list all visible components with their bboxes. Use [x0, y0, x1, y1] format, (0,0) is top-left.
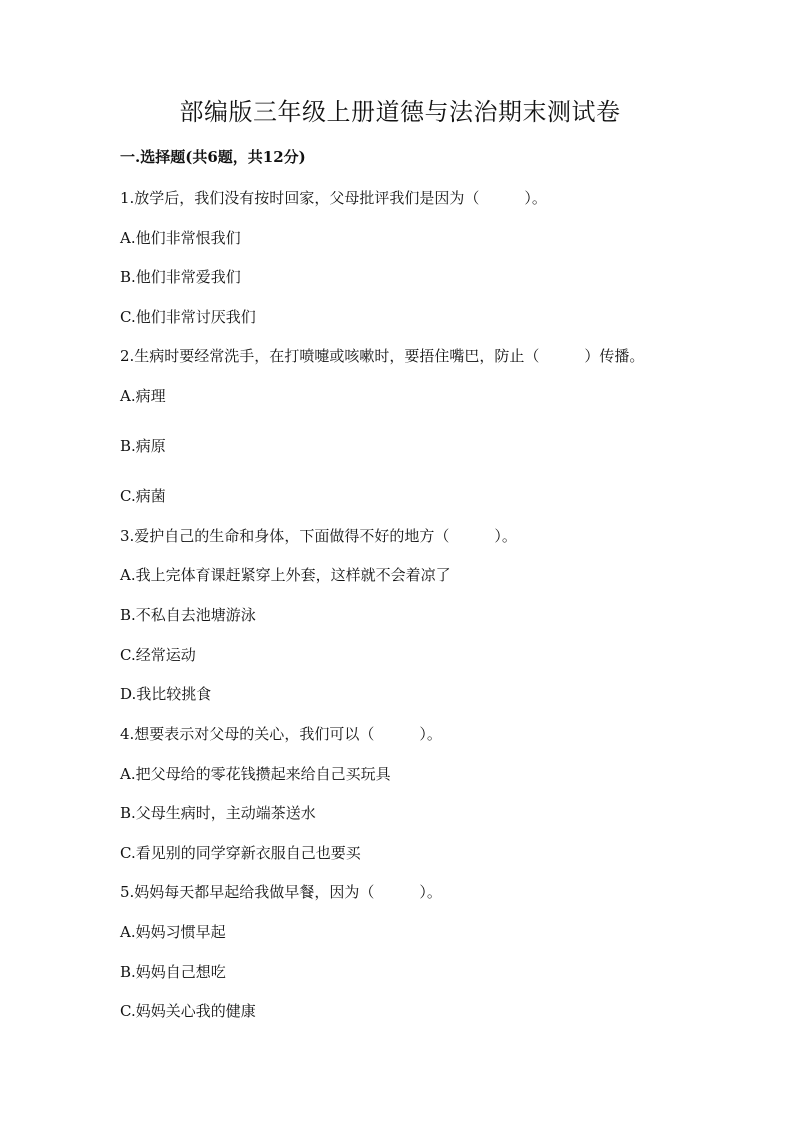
question-3-stem: 3.爱护自己的生命和身体，下面做得不好的地方（ ）。	[120, 527, 517, 545]
question-3-option-c: C.经常运动	[120, 646, 196, 664]
question-4-option-a: A.把父母给的零花钱攒起来给自己买玩具	[120, 765, 391, 783]
section-heading: 一.选择题(共6题，共12分)	[120, 148, 306, 166]
question-3-option-b: B.不私自去池塘游泳	[120, 606, 256, 624]
question-2-option-b: B.病原	[120, 437, 166, 455]
question-5-stem: 5.妈妈每天都早起给我做早餐，因为（ ）。	[120, 883, 442, 901]
question-2-option-a: A.病理	[120, 387, 166, 405]
question-1-option-b: B.他们非常爱我们	[120, 268, 241, 286]
question-1-stem: 1.放学后，我们没有按时回家，父母批评我们是因为（ ）。	[120, 189, 547, 207]
question-4-option-c: C.看见别的同学穿新衣服自己也要买	[120, 844, 361, 862]
question-3-option-d: D.我比较挑食	[120, 685, 212, 703]
question-3-option-a: A.我上完体育课赶紧穿上外套，这样就不会着凉了	[120, 566, 451, 584]
question-5-option-c: C.妈妈关心我的健康	[120, 1002, 256, 1020]
question-5-option-a: A.妈妈习惯早起	[120, 923, 226, 941]
question-4-option-b: B.父母生病时，主动端茶送水	[120, 804, 316, 822]
question-1-option-a: A.他们非常恨我们	[120, 229, 241, 247]
question-4-stem: 4.想要表示对父母的关心，我们可以（ ）。	[120, 725, 442, 743]
question-2-option-c: C.病菌	[120, 487, 166, 505]
question-2-stem: 2.生病时要经常洗手，在打喷嚏或咳嗽时，要捂住嘴巴，防止（ ）传播。	[120, 347, 645, 365]
question-5-option-b: B.妈妈自己想吃	[120, 963, 226, 981]
question-1-option-c: C.他们非常讨厌我们	[120, 308, 256, 326]
page-title: 部编版三年级上册道德与法治期末测试卷	[179, 98, 621, 126]
